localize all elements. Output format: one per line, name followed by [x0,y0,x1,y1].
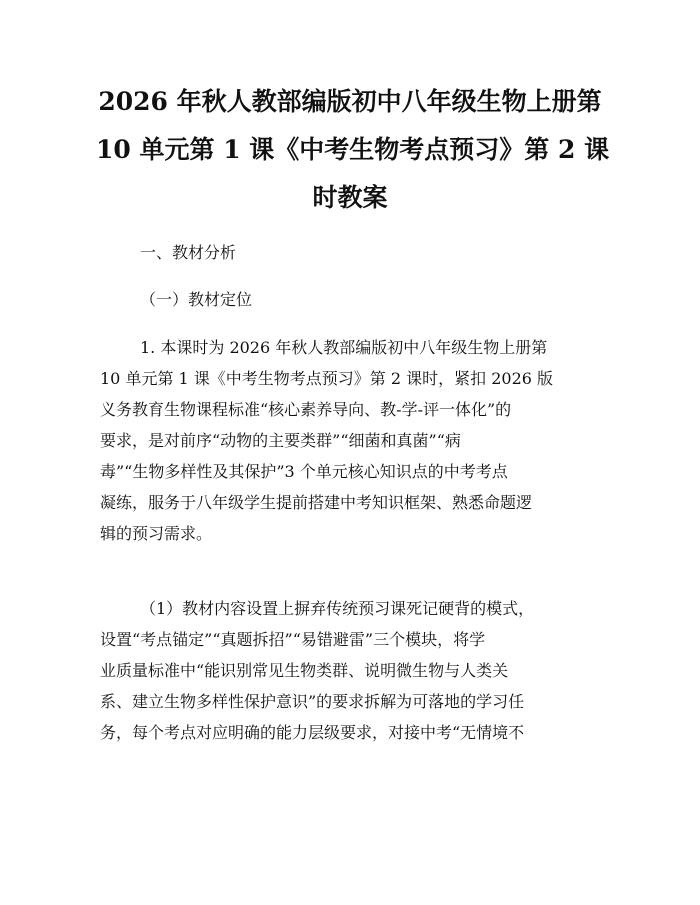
paragraph-line: 1. 本课时为 2026 年秋人教部编版初中八年级生物上册第 [140,338,548,357]
subsection-heading: （一）教材定位 [140,290,253,309]
paragraph-line: 毒”“生物多样性及其保护”3 个单元核心知识点的中考考点 [100,462,508,481]
paragraph-1 [100,332,600,549]
paragraph-line: 辑的预习需求。 [100,524,213,543]
title-line: 10 单元第 1 课《中考生物考点预习》第 2 课 [96,135,610,164]
paragraph-line: 系、建立生物多样性保护意识”的要求拆解为可落地的学习任 [100,692,525,711]
paragraph-2 [100,593,600,748]
section-heading: 一、教材分析 [140,243,237,262]
paragraph-line: 务，每个考点对应明确的能力层级要求，对接中考“无情境不 [100,723,525,742]
title-line: 2026 年秋人教部编版初中八年级生物上册第 [98,87,602,116]
paragraph-line: 设置“考点锚定”“真题拆招”“易错避雷”三个模块，将学 [100,630,486,649]
document-title [96,78,610,222]
paragraph-line: （1）教材内容设置上摒弃传统预习课死记硬背的模式， [140,599,535,618]
paragraph-line: 凝练，服务于八年级学生提前搭建中考知识框架、熟悉命题逻 [100,493,533,512]
paragraph-line: 义务教育生物课程标准“核心素养导向、教-学-评一体化”的 [100,400,512,419]
paragraph-line: 要求，是对前序“动物的主要类群”“细菌和真菌”“病 [100,431,461,450]
title-line: 时教案 [312,183,388,212]
paragraph-line: 10 单元第 1 课《中考生物考点预习》第 2 课时，紧扣 2026 版 [100,369,554,388]
paragraph-line: 业质量标准中“能识别常见生物类群、说明微生物与人类关 [100,661,509,680]
